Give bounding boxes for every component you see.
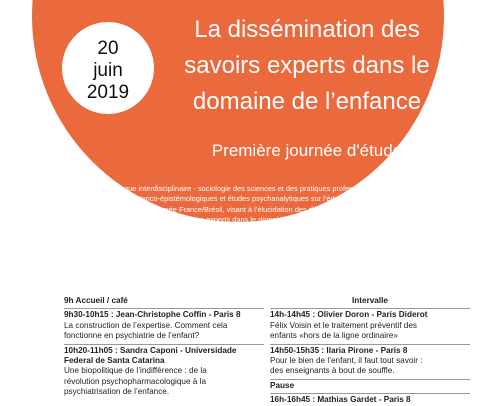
description-line: dissémination des savoirs experts dans le domaine de l’enfance, ainsi que ses: [119, 214, 376, 224]
description: [95, 184, 400, 246]
program-afternoon: [270, 296, 470, 406]
talk-text: révolution psychopharmacologique à la: [64, 376, 207, 386]
divider: [270, 308, 470, 309]
description-line: études historico-épistémologiques et études psychanalytiques sur l’éducation - axé sur: [105, 194, 390, 204]
talk-title: Federal de Santa Catarina: [64, 356, 165, 366]
date-day: 20: [97, 38, 119, 59]
description-line: sur les processus de constitution de la subjectivité infantile.: [150, 235, 345, 245]
talk-text: fonctionne en psychiatrie de l’enfant?: [64, 331, 200, 341]
divider: [270, 379, 470, 380]
subtitle: Première journée d'étude: [211, 141, 403, 160]
divider: [64, 308, 264, 309]
description-line: une analyse comparée France/Brésil, visant à l’élucidation des différents mécanismes de: [102, 204, 393, 214]
talk-text: La construction de l’expertise. Comment cela: [64, 320, 228, 330]
program-morning: [64, 296, 264, 398]
talk-text: Pour le bien de l’enfant, il faut tout savoir :: [270, 356, 423, 366]
talk-text: psychiatrisation de l’enfance.: [64, 387, 170, 397]
divider: [270, 344, 470, 345]
intervalle-label: Intervalle: [352, 296, 388, 305]
talk-title: 14h-14h45 : Olivier Doron - Paris Diderot: [270, 310, 428, 320]
talk-title: 10h20-11h05 : Sandra Caponi - Universidade: [64, 345, 237, 355]
talk-title: 9h30-10h15 : Jean-Christophe Coffin - Paris 8: [64, 310, 241, 320]
venue-university: Université Paris 8: [215, 276, 280, 285]
venue-room: Salle des thèses, Espace Deleuze, Bât A, 1ᵉʳ étage: [157, 262, 338, 271]
title-line-2: savoirs experts dans le: [184, 52, 430, 79]
description-line: Dialogue interdisciplinaire - sociologie des sciences et des pratiques professionnelles,: [107, 184, 388, 193]
description-line: incidences sur le dédoublement du lien social adulte-enfant et leurs retombées: [118, 225, 377, 235]
talk-title: 14h50-15h35 : Ilaria Pirone - Paris 8: [270, 345, 408, 355]
talk-text: Félix Voisin et le traitement préventif des: [270, 320, 417, 330]
talk-text: des enseignants à bout de souffle.: [270, 366, 395, 376]
pause-label: Pause: [270, 380, 295, 390]
divider: [64, 344, 264, 345]
title-line-1: La dissémination des: [194, 16, 420, 43]
accueil-label: 9h Accueil / café: [64, 296, 128, 305]
date-month: juin: [93, 60, 123, 81]
talk-text: enfants «hors de la ligne ordinaire»: [270, 331, 398, 341]
title-line-3: domaine de l’enfance: [192, 88, 422, 115]
talk-text: Une biopolitique de l’indifférence : de la: [64, 366, 207, 376]
talk-title: 16h-16h45 : Mathias Gardet - Paris 8: [270, 395, 411, 405]
date-year: 2019: [86, 82, 130, 103]
divider: [270, 393, 470, 394]
